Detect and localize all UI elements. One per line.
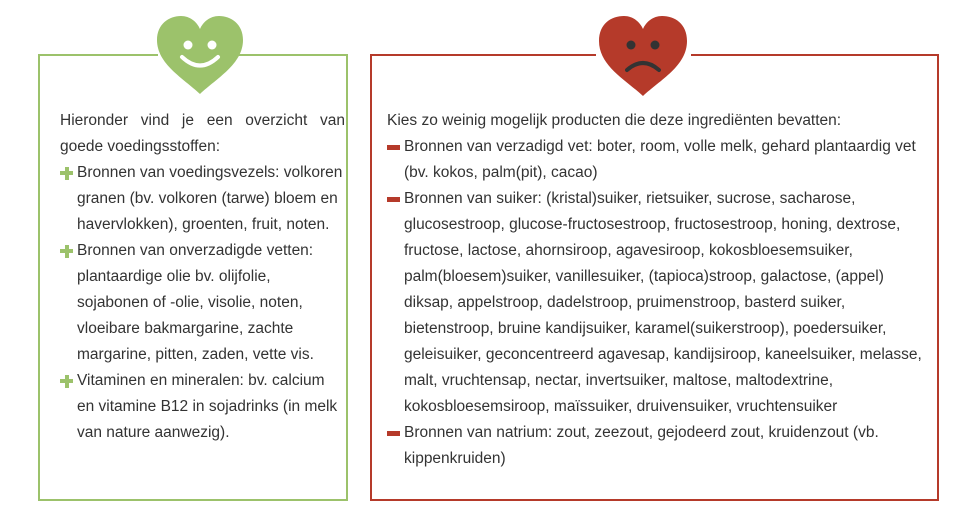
bad-ingredients-list <box>387 134 932 472</box>
list-item <box>387 420 932 472</box>
plus-icon <box>60 375 73 388</box>
bad-panel-top-border-right <box>691 54 939 56</box>
list-item <box>60 160 345 238</box>
good-panel-top-border-right <box>238 54 348 56</box>
bad-item-text: Bronnen van verzadigd vet: boter, room, volle melk, gehard plantaardig vet (bv. kokos, palm(pit), cacao) <box>404 138 916 181</box>
list-item <box>387 134 932 186</box>
bad-panel-top-border-left <box>370 54 596 56</box>
list-item <box>60 368 345 446</box>
good-item-text: Bronnen van voedingsvezels: volkoren granen (bv. volkoren (tarwe) bloem en havervlokken), groenten, fruit, noten. <box>77 164 343 233</box>
minus-icon <box>387 431 400 436</box>
bad-item-text: Bronnen van natrium: zout, zeezout, gejodeerd zout, kruidenzout (vb. kippenkruiden) <box>404 424 879 467</box>
plus-icon <box>60 167 73 180</box>
list-item <box>387 186 932 420</box>
good-panel-top-border-left <box>38 54 158 56</box>
good-nutrients-list <box>60 160 345 446</box>
good-item-text: Vitaminen en mineralen: bv. calcium en vitamine B12 in sojadrinks (in melk van nature aanwezig). <box>77 372 338 441</box>
good-nutrients-content <box>60 108 345 446</box>
good-intro-text: Hieronder vind je een overzicht van goede voedingsstoffen: <box>60 112 345 155</box>
minus-icon <box>387 145 400 150</box>
sad-heart-icon <box>597 14 689 98</box>
bad-item-text: Bronnen van suiker: (kristal)suiker, rietsuiker, sucrose, sacharose, glucosestroop, glucose-fructosestroop, fructosestroop, honing, dextrose, fructose, lactose, ahornsiroop, agavesiroop, kokosbloesemsuiker, palm(bloesem)suiker, vanillesuiker, (tapioca)stroop, galactose, (appel) diksap, appelstroop, dadelstroop, pruimenstroop, basterd suiker, bietenstroop, bruine kandijsuiker, karamel(suikerstroop), poedersuiker, geleisuiker, geconcentreerd agavesap, kandijsiroop, kaneelsuiker, melasse, malt, vruchtensap, nectar, invertsuiker, maltose, maltodextrine, kokosbloesemsiroop, maïssuiker, druivensuiker, vruchtensuiker <box>404 190 922 415</box>
bad-intro-text: Kies zo weinig mogelijk producten die deze ingrediënten bevatten: <box>387 112 842 129</box>
minus-icon <box>387 197 400 202</box>
list-item <box>60 238 345 368</box>
bad-ingredients-content <box>387 108 932 472</box>
smiling-heart-icon <box>155 14 245 96</box>
good-item-text: Bronnen van onverzadigde vetten: plantaardige olie bv. olijfolie, sojabonen of -olie, visolie, noten, vloeibare bakmargarine, zachte margarine, pitten, zaden, vette vis. <box>77 242 314 363</box>
plus-icon <box>60 245 73 258</box>
